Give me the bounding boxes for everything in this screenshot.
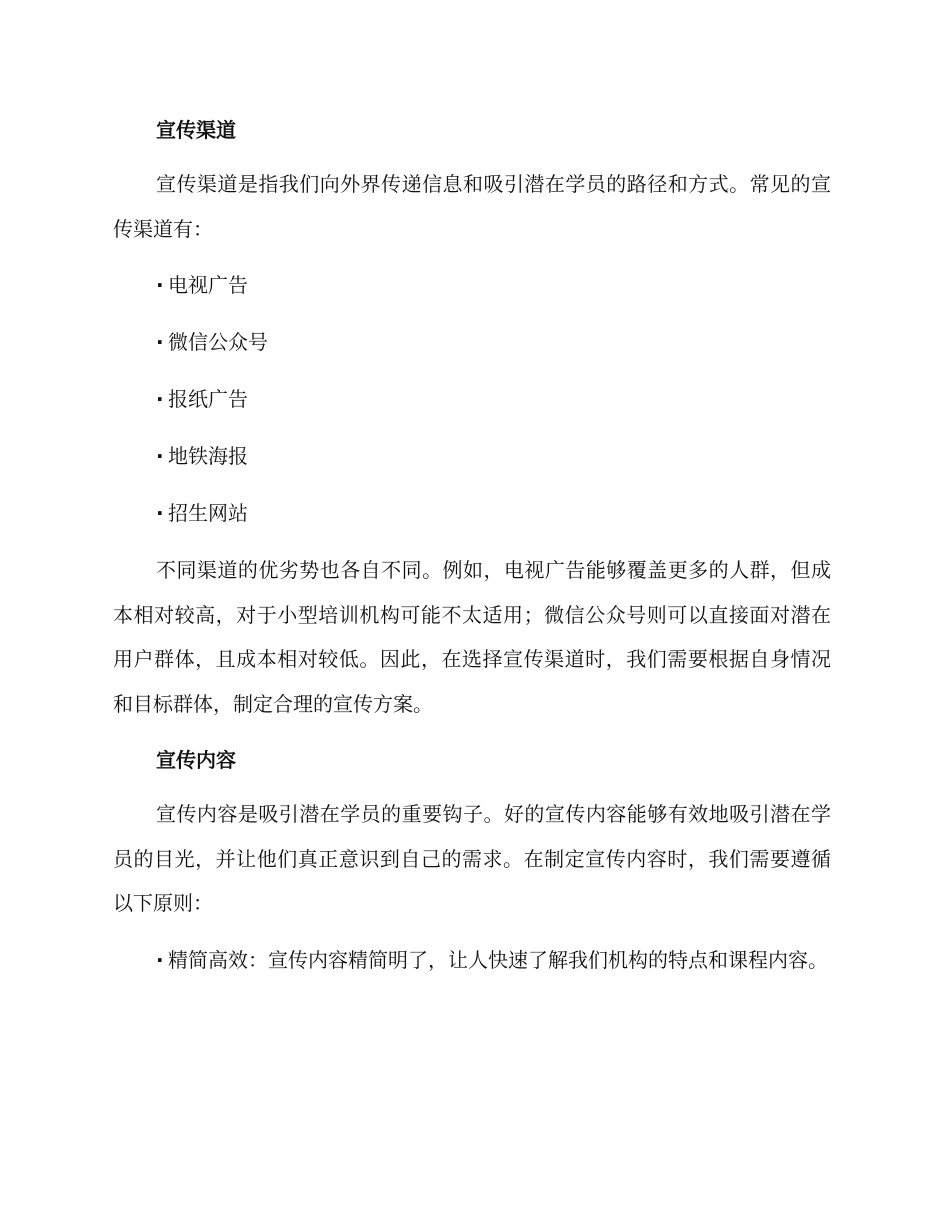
- principle-text: 精简高效：宣传内容精简明了，让人快速了解我们机构的特点和课程内容。: [168, 947, 828, 972]
- bullet-dot-icon: [156, 320, 168, 365]
- channel-list-item: [113, 434, 831, 479]
- channels-analysis-paragraph: 不同渠道的优劣势也各自不同。例如，电视广告能够覆盖更多的人群，但成本相对较高，对于小型培训机构可能不太适用；微信公众号则可以直接面对潜在用户群体，且成本相对较低。因此，在选择宣传渠道时，我们需要根据自身情况和目标群体，制定合理的宣传方案。: [113, 558, 831, 716]
- channel-list-item: [113, 320, 831, 365]
- channel-label: 微信公众号: [168, 330, 268, 354]
- channel-label: 招生网站: [168, 501, 248, 525]
- channel-list-item: [113, 491, 831, 536]
- channels-intro-paragraph: 宣传渠道是指我们向外界传递信息和吸引潜在学员的路径和方式。常见的宣传渠道有：: [113, 172, 831, 241]
- document-body: [113, 108, 831, 994]
- content-intro-paragraph: 宣传内容是吸引潜在学员的重要钩子。好的宣传内容能够有效地吸引潜在学员的目光，并让他们真正意识到自己的需求。在制定宣传内容时，我们需要遵循以下原则：: [113, 802, 831, 915]
- bullet-dot-icon: [156, 491, 168, 536]
- bullet-dot-icon: [156, 263, 168, 308]
- bullet-dot-icon: [156, 434, 168, 479]
- channel-list-item: [113, 263, 831, 308]
- section-heading-content: 宣传内容: [156, 748, 236, 772]
- section-heading-channels: 宣传渠道: [156, 118, 236, 142]
- channel-label: 地铁海报: [168, 444, 248, 468]
- channel-label: 报纸广告: [168, 387, 248, 411]
- bullet-dot-icon: [156, 938, 168, 983]
- channel-list-item: [113, 377, 831, 422]
- principle-list-item: [113, 938, 831, 983]
- bullet-dot-icon: [156, 377, 168, 422]
- channel-label: 电视广告: [168, 273, 248, 297]
